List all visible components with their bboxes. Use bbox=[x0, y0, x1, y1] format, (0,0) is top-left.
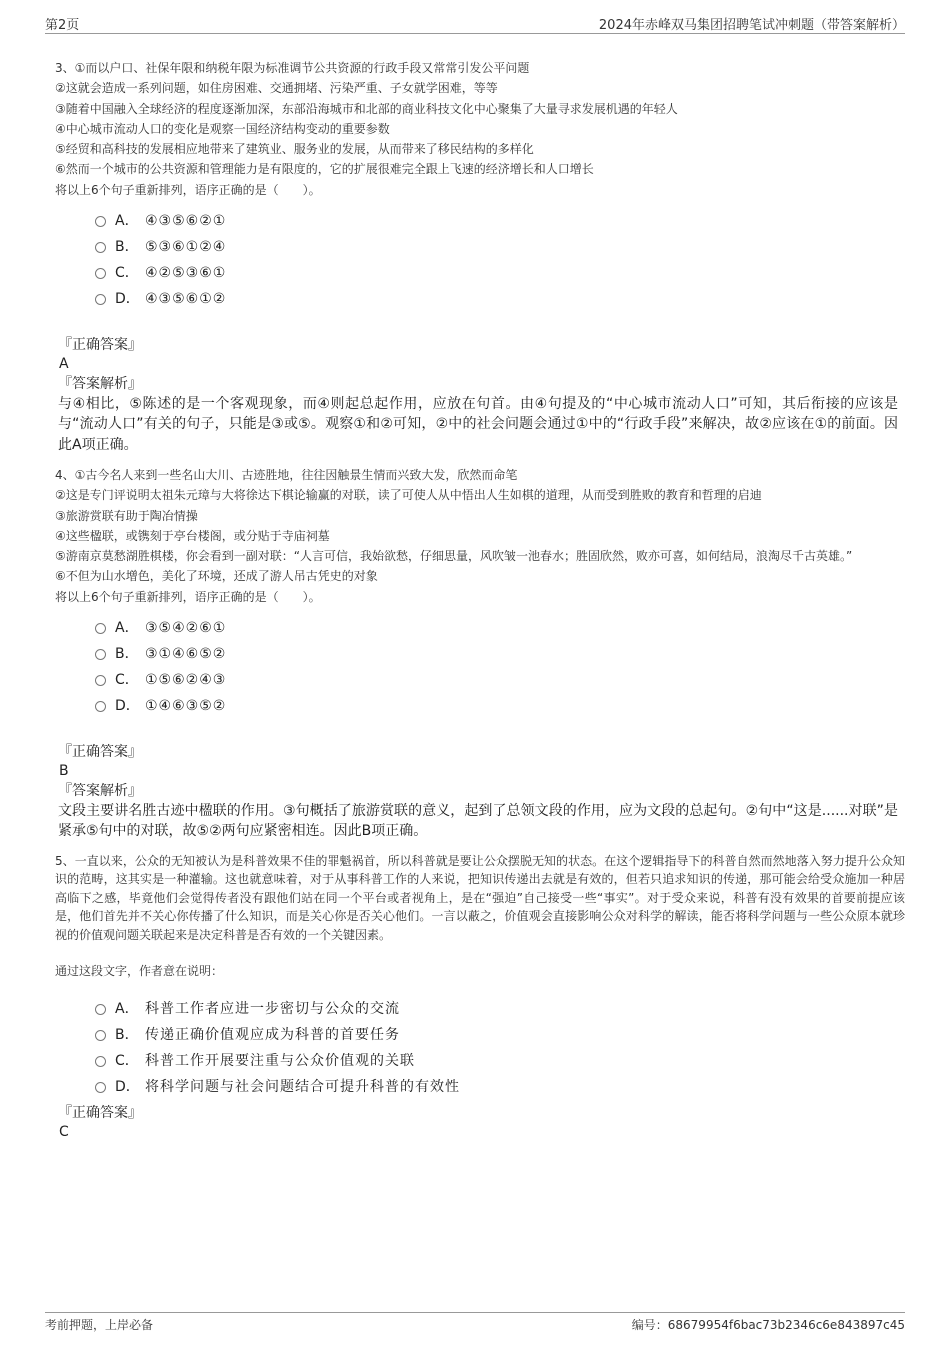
stem-line: 3、①而以户口、社保年限和纳税年限为标准调节公共资源的行政手段又常常引发公平问题 bbox=[55, 61, 530, 75]
stem-line: ⑤经贸和高科技的发展相应地带来了建筑业、服务业的发展，从而带来了移民结构的多样化 bbox=[55, 142, 534, 157]
option-b[interactable] bbox=[95, 234, 905, 260]
option-letter: A． bbox=[115, 213, 139, 230]
option-text: ①⑤⑥②④③ bbox=[145, 672, 227, 689]
option-a[interactable] bbox=[95, 208, 905, 234]
radio-icon[interactable] bbox=[95, 242, 106, 253]
analysis-heading: 『答案解析』 bbox=[58, 783, 142, 800]
answer-heading: 『正确答案』 bbox=[58, 337, 142, 354]
stem-line: 将以上6个句子重新排列，语序正确的是（ ）。 bbox=[55, 182, 321, 197]
radio-icon[interactable] bbox=[95, 623, 106, 634]
page-header bbox=[45, 12, 905, 34]
stem-line: ④中心城市流动人口的变化是观察一国经济结构变动的重要参数 bbox=[55, 121, 390, 136]
radio-icon[interactable] bbox=[95, 216, 106, 227]
option-letter: C． bbox=[115, 265, 139, 282]
analysis-heading: 『答案解析』 bbox=[58, 376, 142, 393]
page-content bbox=[55, 58, 905, 1142]
option-text: 传递正确价值观应成为科普的首要任务 bbox=[145, 1026, 400, 1043]
stem-line: ⑤游南京莫愁湖胜棋楼，你会看到一副对联：“人言可信，我始欲愁，仔细思量，风吹皱一池春水；胜固欣然，败亦可喜，如何结局，浪淘尽千古英雄。” bbox=[55, 549, 853, 564]
option-b[interactable] bbox=[95, 641, 905, 667]
stem-line: ⑥不但为山水增色，美化了环境，还成了游人吊古凭史的对象 bbox=[55, 569, 378, 584]
stem-line: ⑥然而一个城市的公共资源和管理能力是有限度的，它的扩展很难完全跟上飞速的经济增长和人口增长 bbox=[55, 162, 594, 177]
option-text: 科普工作者应进一步密切与公众的交流 bbox=[145, 1000, 400, 1017]
option-letter: B． bbox=[115, 1026, 139, 1043]
stem-paragraph: 5、一直以来，公众的无知被认为是科普效果不佳的罪魁祸首，所以科普就是要让公众摆脱无知的状态。在这个逻辑指导下的科普自然而然地落入努力提升公众知识的范畴，这其实是一种灌输。这也就意味着，对于从事科普工作的人来说，把知识传递出去就是有效的，但若只追求知识的传递，那可能会给受众施加一种居高临下之感，毕竟他们会觉得传者没有跟他们站在同一个平台或者视角上，是在“强迫”自己接受一些“事实”。对于受众来说，科普有没有效果的首要前提应该是，他们首先并不关心你传播了什么知识，而是关心你是否关心他们。一言以蔽之，价值观会直接影响公众对科学的解读，能否将科学问题与一些公众原本就珍视的价值观问题关联起来是决定科普是否有效的一个关键因素。 bbox=[55, 853, 905, 943]
stem-line: 4、①古今名人来到一些名山大川、古迹胜地，往往因触景生情而兴致大发，欣然而命笔 bbox=[55, 467, 518, 482]
option-c[interactable] bbox=[95, 260, 905, 286]
answer-value: C bbox=[59, 1123, 69, 1140]
footer-slogan: 考前押题，上岸必备 bbox=[45, 1318, 154, 1332]
question-3 bbox=[55, 58, 905, 455]
option-text: ④③⑤⑥②① bbox=[145, 213, 227, 230]
option-text: 将科学问题与社会问题结合可提升科普的有效性 bbox=[145, 1078, 460, 1095]
option-list bbox=[95, 996, 905, 1100]
option-d[interactable] bbox=[95, 1074, 905, 1100]
radio-icon[interactable] bbox=[95, 1004, 106, 1015]
option-letter: D． bbox=[115, 291, 140, 308]
option-text: ③①④⑥⑤② bbox=[145, 646, 227, 663]
option-text: ③⑤④②⑥① bbox=[145, 620, 227, 637]
stem-line: ②这就会造成一系列问题，如住房困难、交通拥堵、污染严重、子女就学困难，等等 bbox=[55, 81, 498, 96]
answer-value: A bbox=[59, 356, 69, 373]
option-letter: D． bbox=[115, 1078, 140, 1095]
option-letter: C． bbox=[115, 1052, 139, 1069]
option-c[interactable] bbox=[95, 1048, 905, 1074]
radio-icon[interactable] bbox=[95, 1082, 106, 1093]
radio-icon[interactable] bbox=[95, 701, 106, 712]
option-text: ①④⑥③⑤② bbox=[145, 698, 227, 715]
stem-line: ④这些楹联，或镌刻于亭台楼阁，或分贴于寺庙祠墓 bbox=[55, 528, 330, 543]
option-list bbox=[95, 208, 905, 312]
question-stem bbox=[55, 852, 905, 945]
answer-block bbox=[58, 1104, 905, 1142]
question-prompt: 通过这段文字，作者意在说明： bbox=[55, 963, 224, 978]
analysis-text: 文段主要讲名胜古迹中楹联的作用。③句概括了旅游赏联的意义，起到了总领文段的作用，应为文段的总起句。②句中“这是......对联”是紧承⑤句中的对联，故⑤②两句应紧密相连。因此B项正确。 bbox=[58, 803, 898, 840]
option-letter: A． bbox=[115, 1000, 139, 1017]
option-list bbox=[95, 615, 905, 719]
radio-icon[interactable] bbox=[95, 268, 106, 279]
question-stem bbox=[55, 58, 905, 200]
option-letter: B． bbox=[115, 646, 139, 663]
option-a[interactable] bbox=[95, 996, 905, 1022]
document-id: 编号：68679954f6bac73b2346c6e843897c45 bbox=[631, 1318, 905, 1332]
answer-block bbox=[58, 743, 905, 842]
radio-icon[interactable] bbox=[95, 294, 106, 305]
answer-block bbox=[58, 336, 905, 455]
option-text: ④③⑤⑥①② bbox=[145, 291, 227, 308]
analysis-text: 与④相比，⑤陈述的是一个客观现象，而④则起总起作用，应放在句首。由④句提及的“中心城市流动人口”可知，其后衔接的应该是与“流动人口”有关的句子，只能是③或⑤。观察①和②可知，②中的社会问题会通过①中的“行政手段”来解决，故②应该在①的前面。因此A项正确。 bbox=[58, 396, 898, 453]
option-b[interactable] bbox=[95, 1022, 905, 1048]
stem-line: 将以上6个句子重新排列，语序正确的是（ ）。 bbox=[55, 589, 321, 604]
radio-icon[interactable] bbox=[95, 675, 106, 686]
radio-icon[interactable] bbox=[95, 1030, 106, 1041]
option-a[interactable] bbox=[95, 615, 905, 641]
option-c[interactable] bbox=[95, 667, 905, 693]
question-stem bbox=[55, 465, 905, 607]
answer-heading: 『正确答案』 bbox=[58, 1104, 142, 1121]
option-letter: B． bbox=[115, 239, 139, 256]
question-5 bbox=[55, 852, 905, 1142]
radio-icon[interactable] bbox=[95, 649, 106, 660]
stem-line: ③旅游赏联有助于陶冶情操 bbox=[55, 508, 198, 523]
option-d[interactable] bbox=[95, 693, 905, 719]
option-letter: D． bbox=[115, 698, 140, 715]
option-text: ④②⑤③⑥① bbox=[145, 265, 227, 282]
option-text: ⑤③⑥①②④ bbox=[145, 239, 227, 256]
option-text: 科普工作开展要注重与公众价值观的关联 bbox=[145, 1052, 415, 1069]
answer-value: B bbox=[59, 763, 69, 780]
stem-line: ③随着中国融入全球经济的程度逐渐加深，东部沿海城市和北部的商业科技文化中心聚集了大量寻求发展机遇的年轻人 bbox=[55, 101, 678, 116]
stem-line: ②这是专门评说明太祖朱元璋与大将徐达下棋论输赢的对联，读了可使人从中悟出人生如棋的道理，从而受到胜败的教育和哲理的启迪 bbox=[55, 488, 762, 503]
document-title: 2024年赤峰双马集团招聘笔试冲刺题（带答案解析） bbox=[598, 18, 905, 33]
option-letter: A． bbox=[115, 620, 139, 637]
radio-icon[interactable] bbox=[95, 1056, 106, 1067]
answer-heading: 『正确答案』 bbox=[58, 744, 142, 761]
option-d[interactable] bbox=[95, 286, 905, 312]
question-4 bbox=[55, 465, 905, 842]
option-letter: C． bbox=[115, 672, 139, 689]
page-number: 第2页 bbox=[45, 18, 80, 33]
page-footer bbox=[45, 1312, 905, 1332]
